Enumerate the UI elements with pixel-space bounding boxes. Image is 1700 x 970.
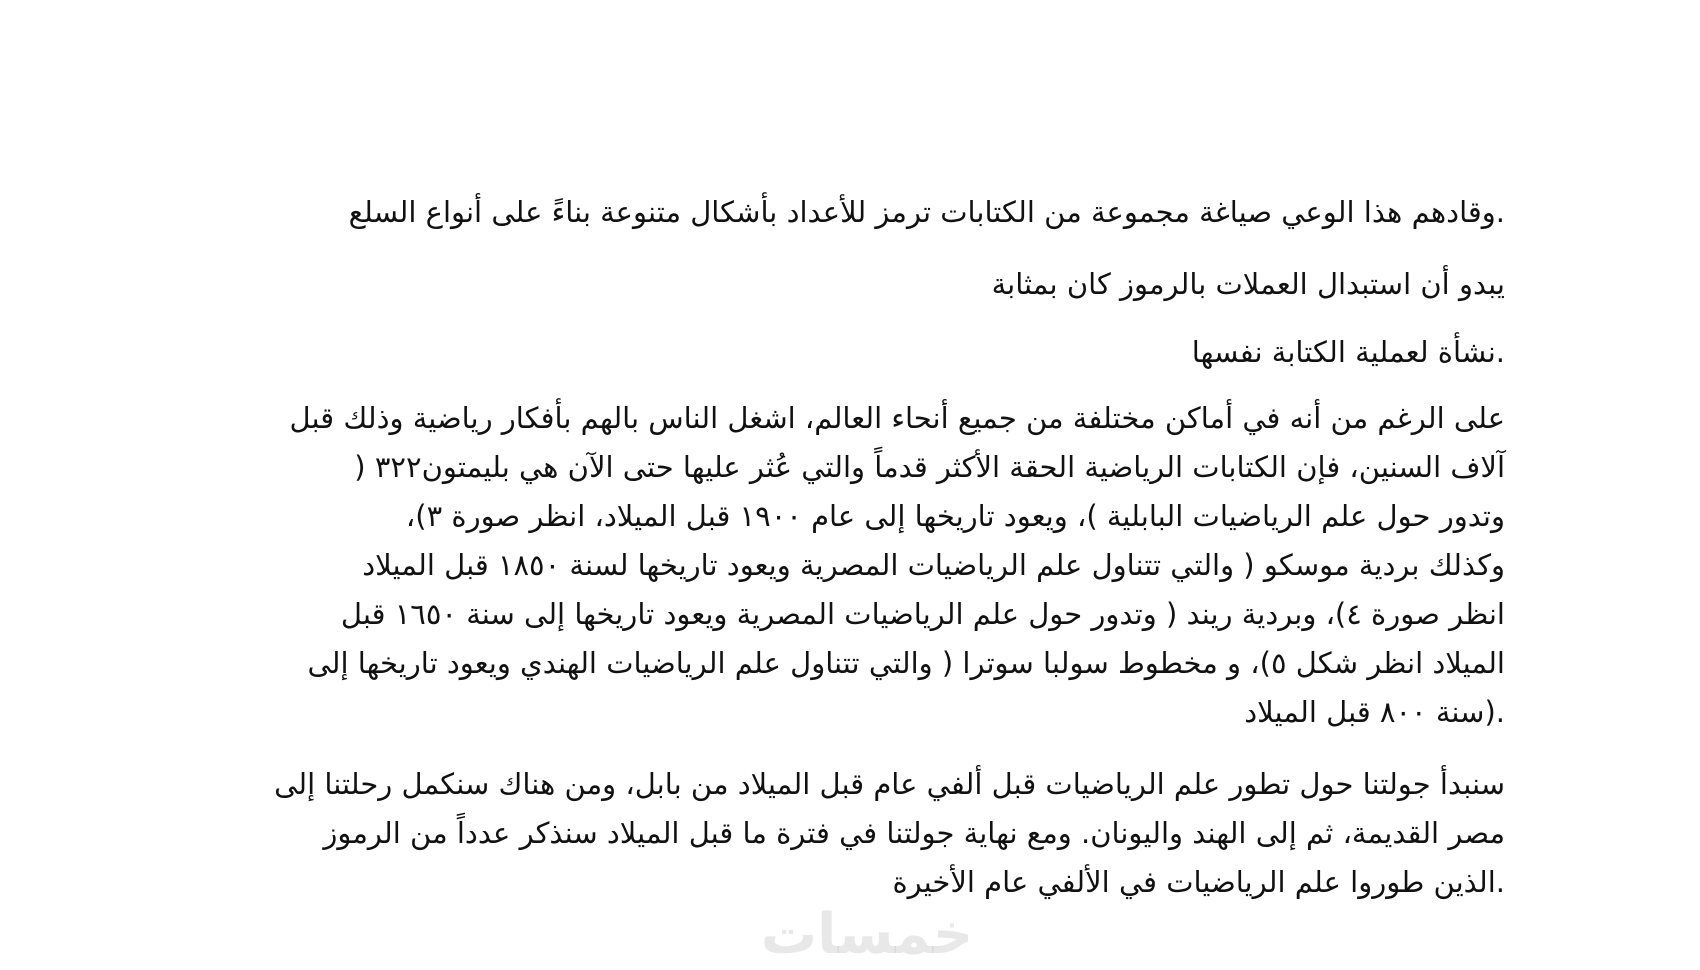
paragraph-line: سنبدأ جولتنا حول تطور علم الرياضيات قبل ألفي عام قبل الميلاد من بابل، ومن هناك سنكمل رحلتنا إلى [274, 767, 1505, 801]
intro-line-1: .وقادهم هذا الوعي صياغة مجموعة من الكتابات ترمز للأعداد بأشكال متنوعة بناءً على أنواع السلع [348, 195, 1505, 229]
paragraph-line: .الذين طوروا علم الرياضيات في الألفي عام الأخيرة [892, 865, 1505, 899]
paragraph-line: الميلاد انظر شكل ٥)، و مخطوط سولبا سوترا ( والتي تتناول علم الرياضيات الهندي ويعود تاريخها إلى [307, 646, 1505, 680]
intro-line-3: .نشأة لعملية الكتابة نفسها [1191, 335, 1505, 369]
paragraph-line: على الرغم من أنه في أماكن مختلفة من جميع أنحاء العالم، اشغل الناس بالهم بأفكار رياضية وذلك قبل [289, 401, 1505, 435]
paragraph-journey [200, 760, 1505, 907]
paragraph-line: .(سنة ٨٠٠ قبل الميلاد [1244, 695, 1505, 729]
paragraph-ancient-texts [200, 394, 1505, 737]
paragraph-line: مصر القديمة، ثم إلى الهند واليونان. ومع نهاية جولتنا في فترة ما قبل الميلاد سنذكر عدداً من الرموز [323, 816, 1505, 850]
paragraph-line: آلاف السنين، فإن الكتابات الرياضية الحقة الأكثر قدماً والتي عُثر عليها حتى الآن هي بليمتون٣٢٢ ( [354, 450, 1505, 484]
paragraph-line: وكذلك بردية موسكو ( والتي تتناول علم الرياضيات المصرية ويعود تاريخها لسنة ١٨٥٠ قبل الميلاد [362, 548, 1505, 582]
paragraph-line: وتدور حول علم الرياضيات البابلية )، ويعود تاريخها إلى عام ١٩٠٠ قبل الميلاد، انظر صورة ٣)، [405, 499, 1505, 533]
intro-line-2: يبدو أن استبدال العملات بالرموز كان بمثابة [991, 267, 1505, 301]
watermark-logo: خمسات [760, 902, 974, 967]
paragraph-line: انظر صورة ٤)، وبردية ريند ( وتدور حول علم الرياضيات المصرية ويعود تاريخها إلى سنة ١٦٥٠ قبل [340, 597, 1505, 631]
